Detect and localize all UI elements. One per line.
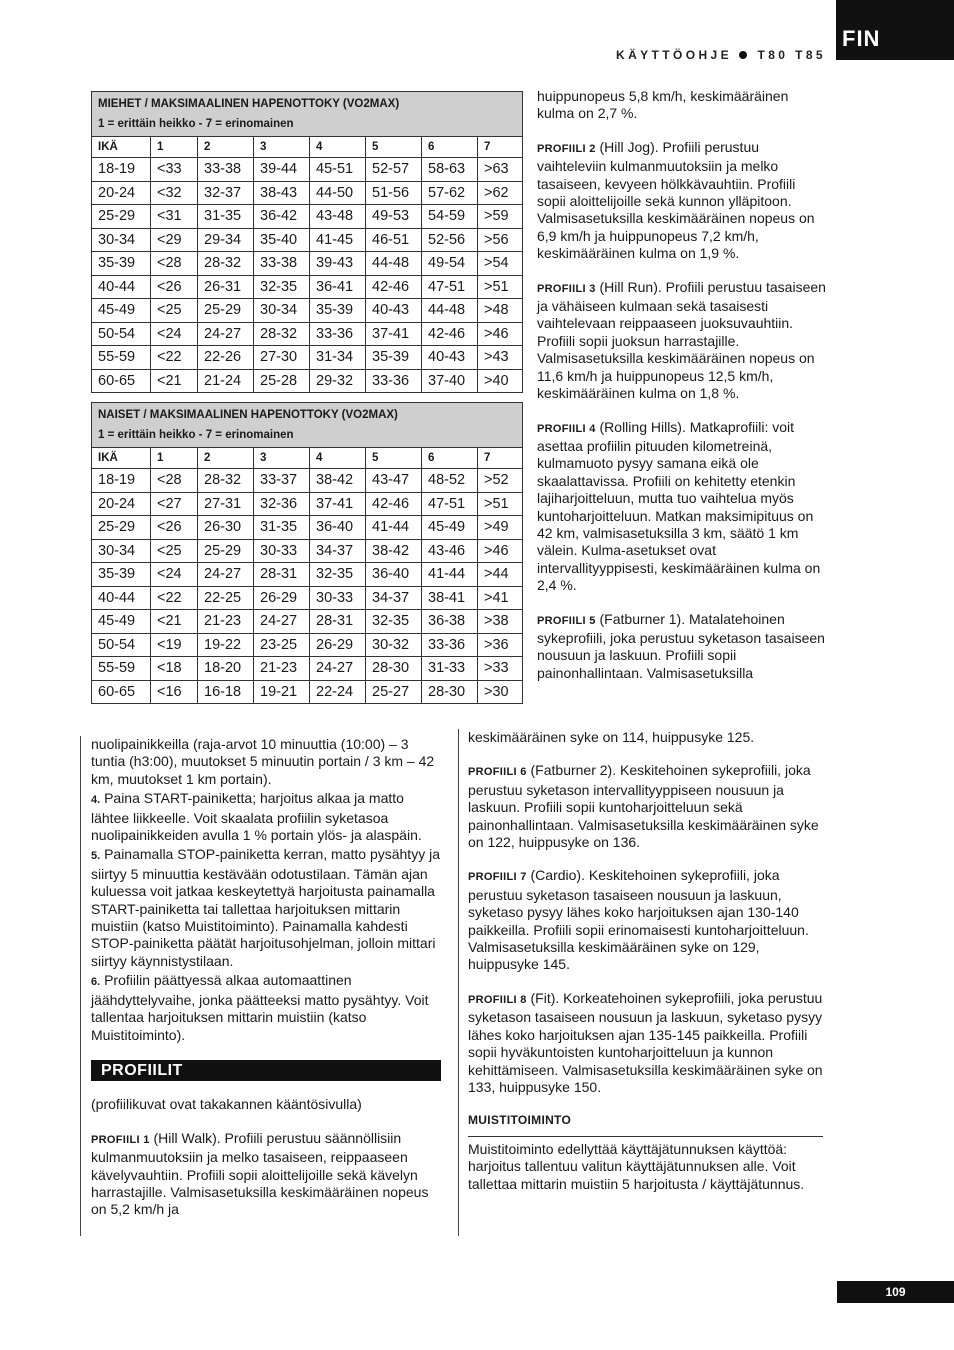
table-cell: <21: [151, 369, 198, 393]
table-row: [92, 680, 523, 704]
table-cell: >30: [478, 680, 523, 704]
table-cell: 49-54: [422, 252, 478, 276]
table-cell: 42-46: [366, 492, 422, 516]
column-header: 6: [422, 448, 478, 469]
table-cell: 40-44: [92, 275, 151, 299]
column-header: 3: [254, 448, 310, 469]
table-cell: 30-33: [310, 586, 366, 610]
column-header: 4: [310, 448, 366, 469]
memory-heading: MUISTITOIMINTO: [468, 1113, 572, 1128]
column-header: 5: [366, 448, 422, 469]
table-cell: 28-31: [254, 563, 310, 587]
paragraph-profile3: [537, 279, 827, 403]
men-vo2max-table: [91, 91, 523, 393]
table-cell: 38-41: [422, 586, 478, 610]
table-cell: 38-42: [310, 469, 366, 493]
table-cell: 29-32: [310, 369, 366, 393]
table-cell: 24-27: [198, 563, 254, 587]
table-row: [92, 610, 523, 634]
table-cell: 28-32: [198, 252, 254, 276]
paragraph-profile4: [537, 419, 827, 595]
table-cell: 52-57: [366, 158, 422, 182]
table-cell: 26-29: [254, 586, 310, 610]
paragraph-profile8: [468, 990, 823, 1096]
step-5: [91, 846, 441, 970]
table-cell: <24: [151, 322, 198, 346]
table-cell: 41-45: [310, 228, 366, 252]
table-cell: 25-29: [198, 299, 254, 323]
table-cell: >43: [478, 346, 523, 370]
table-cell: 45-49: [422, 516, 478, 540]
heading-rule: [468, 1136, 823, 1137]
table-cell: 22-24: [310, 680, 366, 704]
table-cell: 33-36: [366, 369, 422, 393]
table-row: [92, 275, 523, 299]
table-cell: <29: [151, 228, 198, 252]
step5-text: Painamalla STOP-painiketta kerran, matto pysähtyy ja siirtyy 5 minuuttia kestävään odotustilaan. Tämän ajan kuluessa voit jatkaa keskeytettyä harjoitusta painamalla START-painiketta tai tallettaa harjoituksen mittarin muistiin (katso Muistitoiminto). Painamalla kahdesti STOP-painiketta päätät harjoitusohjelman, jolloin mittari siirtyy käynnistystilaan.: [91, 846, 440, 969]
column-header: 4: [310, 137, 366, 158]
table-cell: <28: [151, 252, 198, 276]
women-table-subtitle: 1 = erittäin heikko - 7 = erinomainen: [98, 429, 294, 441]
table-cell: <28: [151, 469, 198, 493]
section-note: (profiilikuvat ovat takakannen kääntösivulla): [91, 1096, 362, 1113]
table-cell: <21: [151, 610, 198, 634]
table-cell: 38-43: [254, 181, 310, 205]
table-cell: <25: [151, 539, 198, 563]
table-row: [92, 346, 523, 370]
men-table-title-row: [92, 92, 523, 137]
profile6-label: PROFIILI 6: [468, 766, 527, 779]
table-cell: 49-53: [366, 205, 422, 229]
step-6: [91, 972, 441, 1044]
paragraph-profile7: [468, 867, 823, 973]
step4-text: Paina START-painiketta; harjoitus alkaa ja matto lähtee liikkeelle. Voit skaalata profiilin syketasoa nuolipainikkeiden avulla 1 % portain ylös- ja alaspäin.: [91, 790, 422, 844]
paragraph-profile5: [537, 611, 827, 683]
table-cell: 55-59: [92, 346, 151, 370]
page-header: [616, 48, 826, 62]
header-models: T80 T85: [757, 48, 826, 62]
table-cell: 22-25: [198, 586, 254, 610]
table-cell: 47-51: [422, 492, 478, 516]
profile2-label: PROFIILI 2: [537, 142, 596, 155]
table-cell: 54-59: [422, 205, 478, 229]
table-cell: 25-29: [92, 205, 151, 229]
women-vo2max-table: [91, 402, 523, 704]
column-header: 1: [151, 137, 198, 158]
table-cell: 36-42: [254, 205, 310, 229]
table-cell: >62: [478, 181, 523, 205]
language-tab: FIN: [836, 0, 954, 60]
table-row: [92, 299, 523, 323]
men-table-title-cell: [92, 92, 523, 137]
column-header: 2: [198, 137, 254, 158]
table-cell: 45-51: [310, 158, 366, 182]
table-cell: 55-59: [92, 657, 151, 681]
table-cell: 42-46: [366, 275, 422, 299]
table-cell: 32-35: [310, 563, 366, 587]
profile4-text: (Rolling Hills). Matkaprofiili: voit asettaa profiilin pituuden kilometreinä, kulmamuoto pysyy samana eikä ole skaalattavissa. Profiili on kehitetty etenkin lajiharjoitteluun, mutta tuo vaihtelua myös kuntoharjoitteluun. Matkan maksimipituus on 42 km, valmisasetuksilla 3 km, säätö 1 km välein. Kulma-asetukset ovat intervallityyppisesti, keskimääräinen kulma on 2,4 %.: [537, 418, 821, 594]
table-cell: <31: [151, 205, 198, 229]
table-cell: 30-32: [366, 633, 422, 657]
table-cell: 36-40: [310, 516, 366, 540]
table-cell: 51-56: [366, 181, 422, 205]
table-cell: 28-30: [366, 657, 422, 681]
table-cell: 18-19: [92, 158, 151, 182]
table-cell: 39-43: [310, 252, 366, 276]
table-row: [92, 539, 523, 563]
profile3-label: PROFIILI 3: [537, 282, 596, 295]
table-cell: <19: [151, 633, 198, 657]
table-cell: 36-38: [422, 610, 478, 634]
table-cell: 19-21: [254, 680, 310, 704]
table-cell: 25-27: [366, 680, 422, 704]
table-cell: 28-30: [422, 680, 478, 704]
table-cell: <25: [151, 299, 198, 323]
table-row: [92, 369, 523, 393]
table-cell: 32-35: [366, 610, 422, 634]
table-cell: 23-25: [254, 633, 310, 657]
profile8-label: PROFIILI 8: [468, 993, 527, 1006]
table-cell: 37-41: [366, 322, 422, 346]
table-cell: >52: [478, 469, 523, 493]
table-cell: 24-27: [310, 657, 366, 681]
table-cell: 50-54: [92, 633, 151, 657]
table-row: [92, 492, 523, 516]
table-cell: 35-40: [254, 228, 310, 252]
table-cell: 34-37: [310, 539, 366, 563]
table-cell: 31-33: [422, 657, 478, 681]
table-cell: 57-62: [422, 181, 478, 205]
table-cell: <16: [151, 680, 198, 704]
men-table-title: MIEHET / MAKSIMAALINEN HAPENOTTOKY (VO2MAX): [98, 98, 400, 110]
table-cell: 35-39: [92, 252, 151, 276]
table-cell: >36: [478, 633, 523, 657]
table-cell: <22: [151, 586, 198, 610]
table-cell: >41: [478, 586, 523, 610]
table-cell: 30-34: [254, 299, 310, 323]
profile1-text: (Hill Walk). Profiili perustuu säännöllisiin kulmanmuutoksiin ja melko tasaiseen, reippaaseen kävelyvauhtiin. Profiili sopii aloittelijoille sekä kävelyn harrastajille. Valmisasetuksilla keskimääräinen nopeus on 5,2 km/h ja: [91, 1129, 429, 1218]
column-header: 2: [198, 448, 254, 469]
women-table-title-cell: [92, 403, 523, 448]
right-column-bottom: [468, 729, 823, 1209]
table-cell: 31-34: [310, 346, 366, 370]
left-column-rule: [80, 736, 81, 1236]
table-cell: 30-34: [92, 539, 151, 563]
table-cell: <18: [151, 657, 198, 681]
column-header: 1: [151, 448, 198, 469]
table-cell: <22: [151, 346, 198, 370]
table-cell: 19-22: [198, 633, 254, 657]
column-header: 7: [478, 448, 523, 469]
table-cell: 40-43: [366, 299, 422, 323]
column-header: 3: [254, 137, 310, 158]
table-cell: 34-37: [366, 586, 422, 610]
table-cell: 39-44: [254, 158, 310, 182]
table-cell: 38-42: [366, 539, 422, 563]
table-row: [92, 563, 523, 587]
column-header: 6: [422, 137, 478, 158]
table-cell: 31-35: [254, 516, 310, 540]
table-cell: 27-31: [198, 492, 254, 516]
table-cell: 32-37: [198, 181, 254, 205]
table-cell: 25-29: [198, 539, 254, 563]
table-cell: 26-30: [198, 516, 254, 540]
section-title-profiilit: PROFIILIT: [91, 1060, 441, 1081]
table-cell: 50-54: [92, 322, 151, 346]
table-cell: >40: [478, 369, 523, 393]
table-cell: <32: [151, 181, 198, 205]
table-row: [92, 205, 523, 229]
table-cell: 16-18: [198, 680, 254, 704]
table-cell: 35-39: [310, 299, 366, 323]
table-cell: 33-37: [254, 469, 310, 493]
table-cell: 24-27: [198, 322, 254, 346]
table-cell: 52-56: [422, 228, 478, 252]
table-cell: 35-39: [366, 346, 422, 370]
table-cell: 41-44: [422, 563, 478, 587]
paragraph-profile1: [91, 1130, 441, 1219]
table-cell: 43-46: [422, 539, 478, 563]
table-cell: <26: [151, 516, 198, 540]
step6-text: Profiilin päättyessä alkaa automaattinen jäähdyttelyvaihe, jonka päätteeksi matto pysähtyy. Voit tallentaa harjoituksen mittarin muistiin (katso Muistitoiminto).: [91, 972, 429, 1043]
column-header: IKÄ: [92, 448, 151, 469]
men-table-header-row: [92, 137, 523, 158]
table-row: [92, 633, 523, 657]
table-cell: >51: [478, 492, 523, 516]
step6-number: 6.: [91, 976, 101, 989]
table-cell: 36-40: [366, 563, 422, 587]
profile5-label: PROFIILI 5: [537, 614, 596, 627]
table-cell: >56: [478, 228, 523, 252]
women-table-header-row: [92, 448, 523, 469]
table-cell: >46: [478, 322, 523, 346]
table-row: [92, 158, 523, 182]
table-cell: 21-24: [198, 369, 254, 393]
table-cell: 27-30: [254, 346, 310, 370]
table-cell: 33-36: [422, 633, 478, 657]
table-cell: 20-24: [92, 181, 151, 205]
table-cell: 33-36: [310, 322, 366, 346]
table-cell: 28-32: [254, 322, 310, 346]
men-table-subtitle: 1 = erittäin heikko - 7 = erinomainen: [98, 118, 294, 130]
profile3-text: (Hill Run). Profiili perustuu tasaiseen ja vähäiseen kulmaan sekä tasaisesti vaihtelevaan reippaaseen juoksuvauhtiin. Profiili sopii juoksun harrastajille. Valmisasetuksilla keskimääräinen nopeus on 11,6 km/h ja huippunopeus 12,5 km/h, keskimääräinen kulma on 1,8 %.: [537, 278, 826, 402]
table-cell: 25-29: [92, 516, 151, 540]
table-row: [92, 586, 523, 610]
header-manual: KÄYTTÖOHJE: [616, 48, 733, 62]
table-cell: 20-24: [92, 492, 151, 516]
table-cell: 26-29: [310, 633, 366, 657]
table-cell: <24: [151, 563, 198, 587]
table-cell: >38: [478, 610, 523, 634]
table-cell: 28-32: [198, 469, 254, 493]
table-cell: 44-50: [310, 181, 366, 205]
step4-number: 4.: [91, 794, 101, 807]
right-column-top: [537, 88, 827, 698]
paragraph-profile6: [468, 762, 823, 851]
table-cell: 32-36: [254, 492, 310, 516]
profile4-label: PROFIILI 4: [537, 422, 596, 435]
table-cell: 40-43: [422, 346, 478, 370]
table-cell: 31-35: [198, 205, 254, 229]
table-cell: >33: [478, 657, 523, 681]
table-cell: <26: [151, 275, 198, 299]
table-cell: 46-51: [366, 228, 422, 252]
table-cell: 30-33: [254, 539, 310, 563]
table-cell: 30-34: [92, 228, 151, 252]
table-cell: >51: [478, 275, 523, 299]
table-cell: 41-44: [366, 516, 422, 540]
page-number: 109: [837, 1281, 954, 1303]
step5-number: 5.: [91, 850, 101, 863]
paragraph-profile1-cont: huippunopeus 5,8 km/h, keskimääräinen kulma on 2,7 %.: [537, 88, 789, 122]
table-cell: 43-47: [366, 469, 422, 493]
table-cell: 28-31: [310, 610, 366, 634]
paragraph-memory: Muistitoiminto edellyttää käyttäjätunnuksen käyttöä: harjoitus tallentuu valitun käyttäjätunnuksen alle. Voit tallettaa mittarin muistiin 5 harjoitusta / käyttäjätunnus.: [468, 1140, 805, 1192]
table-cell: 22-26: [198, 346, 254, 370]
table-cell: 58-63: [422, 158, 478, 182]
table-row: [92, 252, 523, 276]
profile5-text: (Fatburner 1). Matalatehoinen sykeprofiili, joka perustuu syketason tasaiseen nousuun ja laskuun. Profiili sopii painonhallintaan. Valmisasetuksilla: [537, 610, 825, 681]
table-cell: 44-48: [366, 252, 422, 276]
table-row: [92, 516, 523, 540]
paragraph-step3-cont: nuolipainikkeilla (raja-arvot 10 minuuttia (10:00) – 3 tuntia (h3:00), muutokset 5 minuutin portain / 3 km – 42 km, muutokset 1 km portain).: [91, 736, 435, 787]
profile6-text: (Fatburner 2). Keskitehoinen sykeprofiili, joka perustuu syketason intervallityyppiseen nousuun ja laskuun. Profiili sopii kuntoharjoitteluun sekä painonhallintaan. Valmisasetuksilla keskimääräinen syke on 122, huippusyke on 136.: [468, 762, 819, 851]
table-row: [92, 469, 523, 493]
table-cell: >48: [478, 299, 523, 323]
table-cell: 33-38: [254, 252, 310, 276]
table-cell: 45-49: [92, 299, 151, 323]
table-cell: 47-51: [422, 275, 478, 299]
table-row: [92, 322, 523, 346]
table-cell: 21-23: [254, 657, 310, 681]
bullet-dot-icon: [739, 51, 747, 59]
left-column: [91, 736, 441, 1235]
table-cell: 18-19: [92, 469, 151, 493]
table-cell: 48-52: [422, 469, 478, 493]
column-header: 7: [478, 137, 523, 158]
profile1-label: PROFIILI 1: [91, 1133, 150, 1146]
women-table-title: NAISET / MAKSIMAALINEN HAPENOTTOKY (VO2MAX): [98, 409, 398, 421]
column-header: 5: [366, 137, 422, 158]
table-cell: 26-31: [198, 275, 254, 299]
table-cell: <33: [151, 158, 198, 182]
table-cell: 37-41: [310, 492, 366, 516]
profile2-text: (Hill Jog). Profiili perustuu vaihteleviin kulmanmuutoksiin ja melko tasaiseen, kevyeen hölkkävauhtiin. Profiili sopii aloittelijoille sekä kunnon ylläpitoon. Valmisasetuksilla keskimääräinen nopeus on 6,9 km/h ja huippunopeus 7,2 km/h, keskimääräinen kulma on 1,9 %.: [537, 138, 815, 262]
step-4: [91, 790, 441, 844]
table-cell: 45-49: [92, 610, 151, 634]
table-cell: 42-46: [422, 322, 478, 346]
table-cell: 32-35: [254, 275, 310, 299]
table-cell: >44: [478, 563, 523, 587]
profile7-text: (Cardio). Keskitehoinen sykeprofiili, joka perustuu syketason tasaiseen nousuun ja laskuun, syketaso pysyy lähes koko harjoituksen ajan 130-140 paikkeilla. Profiili sopii erinomaisesti kuntoharjoitteluun. Valmisasetuksilla keskimääräinen syke on 129, huippusyke 145.: [468, 867, 809, 973]
table-row: [92, 181, 523, 205]
women-table-title-row: [92, 403, 523, 448]
table-cell: 33-38: [198, 158, 254, 182]
table-cell: 29-34: [198, 228, 254, 252]
table-cell: 35-39: [92, 563, 151, 587]
table-cell: >54: [478, 252, 523, 276]
table-cell: <27: [151, 492, 198, 516]
table-cell: 43-48: [310, 205, 366, 229]
table-cell: >46: [478, 539, 523, 563]
table-cell: 25-28: [254, 369, 310, 393]
table-cell: 44-48: [422, 299, 478, 323]
profile8-text: (Fit). Korkeatehoinen sykeprofiili, joka perustuu syketason tasaiseen nousuun ja laskuun, syketaso pysyy lähes koko harjoituksen ajan 135-145 paikkeilla. Profiili sopii hyväkuntoisten kuntoharjoitteluun ja kunnon kehittämiseen. Valmisasetuksilla keskimääräinen syke on 133, huippusyke 150.: [468, 989, 823, 1095]
table-cell: >49: [478, 516, 523, 540]
table-row: [92, 657, 523, 681]
table-cell: 60-65: [92, 680, 151, 704]
table-cell: 18-20: [198, 657, 254, 681]
paragraph-profile2: [537, 139, 827, 263]
paragraph-profile5-cont: keskimääräinen syke on 114, huippusyke 125.: [468, 729, 755, 745]
table-cell: 37-40: [422, 369, 478, 393]
table-cell: 24-27: [254, 610, 310, 634]
table-cell: 60-65: [92, 369, 151, 393]
table-cell: 36-41: [310, 275, 366, 299]
middle-column-rule: [458, 729, 459, 1236]
table-cell: 40-44: [92, 586, 151, 610]
table-cell: 21-23: [198, 610, 254, 634]
profile7-label: PROFIILI 7: [468, 871, 527, 884]
table-cell: >59: [478, 205, 523, 229]
column-header: IKÄ: [92, 137, 151, 158]
table-row: [92, 228, 523, 252]
table-cell: >63: [478, 158, 523, 182]
